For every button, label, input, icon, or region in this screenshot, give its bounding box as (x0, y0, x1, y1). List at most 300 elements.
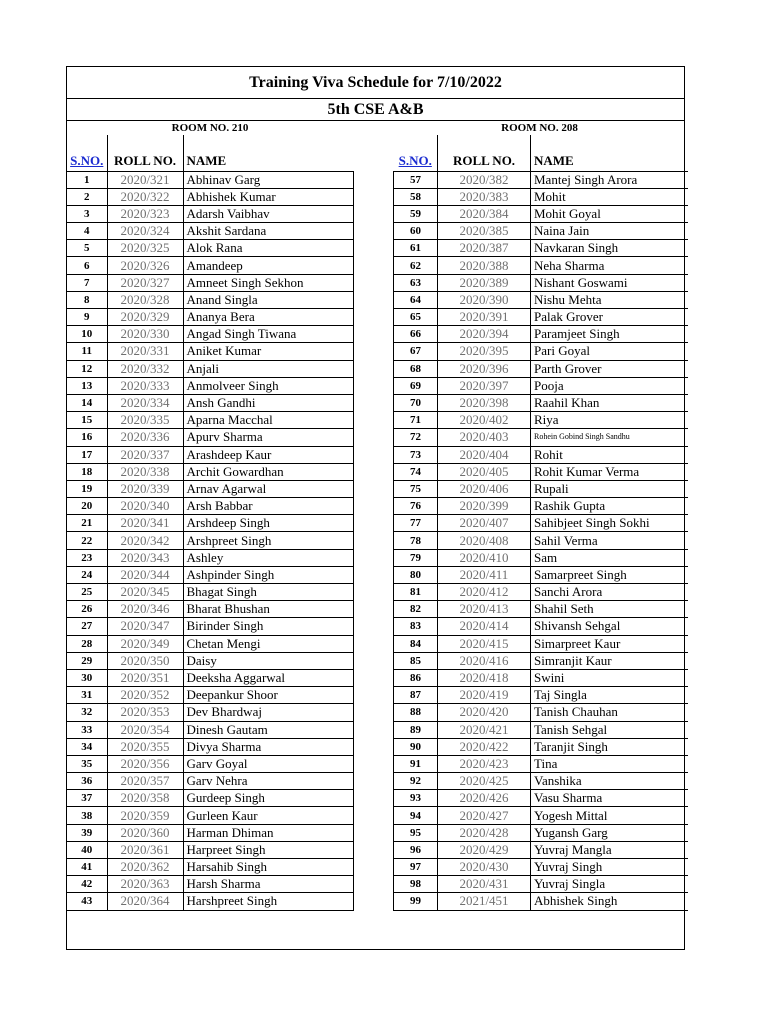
sno-cell: 12 (67, 360, 107, 377)
table-row (67, 291, 353, 308)
sno-cell: 9 (67, 309, 107, 326)
sno-cell: 70 (394, 394, 438, 411)
name-cell: Tina (531, 755, 688, 772)
roll-cell: 2020/428 (438, 824, 531, 841)
table-row (394, 463, 688, 480)
name-cell: Divya Sharma (183, 738, 353, 755)
document-subtitle: 5th CSE A&B (67, 99, 684, 121)
name-cell: Nishu Mehta (531, 291, 688, 308)
sno-cell: 24 (67, 566, 107, 583)
table-row (67, 687, 353, 704)
roll-cell: 2020/321 (107, 171, 183, 188)
sno-cell: 27 (67, 618, 107, 635)
table-row (394, 515, 688, 532)
sno-cell: 59 (394, 205, 438, 222)
roll-cell: 2020/382 (438, 171, 531, 188)
sno-cell: 23 (67, 549, 107, 566)
sno-cell: 74 (394, 463, 438, 480)
name-cell: Shivansh Sehgal (531, 618, 688, 635)
sno-cell: 4 (67, 223, 107, 240)
roll-cell: 2020/390 (438, 291, 531, 308)
name-cell: Paramjeet Singh (531, 326, 688, 343)
table-row (394, 618, 688, 635)
sno-cell: 87 (394, 687, 438, 704)
roll-cell: 2020/395 (438, 343, 531, 360)
name-cell: Neha Sharma (531, 257, 688, 274)
table-row (67, 755, 353, 772)
sno-cell: 67 (394, 343, 438, 360)
table-row (67, 566, 353, 583)
sno-cell: 31 (67, 687, 107, 704)
name-cell: Aniket Kumar (183, 343, 353, 360)
sno-cell: 26 (67, 601, 107, 618)
roll-cell: 2020/327 (107, 274, 183, 291)
table-row (394, 549, 688, 566)
roll-cell: 2020/350 (107, 652, 183, 669)
name-cell: Arnav Agarwal (183, 480, 353, 497)
roll-cell: 2020/353 (107, 704, 183, 721)
sno-cell: 35 (67, 755, 107, 772)
table-row (67, 515, 353, 532)
sno-cell: 81 (394, 584, 438, 601)
table-row (394, 480, 688, 497)
roll-cell: 2020/328 (107, 291, 183, 308)
table-row (394, 429, 688, 446)
name-header: NAME (531, 135, 688, 171)
sno-cell: 93 (394, 790, 438, 807)
roll-cell: 2020/331 (107, 343, 183, 360)
roll-cell: 2020/431 (438, 876, 531, 893)
sno-cell: 13 (67, 377, 107, 394)
sno-cell: 66 (394, 326, 438, 343)
sno-cell: 40 (67, 841, 107, 858)
table-row (394, 807, 688, 824)
sno-cell: 89 (394, 721, 438, 738)
roll-cell: 2021/451 (438, 893, 531, 910)
name-cell: Naina Jain (531, 223, 688, 240)
table-row (67, 326, 353, 343)
name-cell: Harsh Sharma (183, 876, 353, 893)
table-row (394, 601, 688, 618)
table-row (394, 291, 688, 308)
name-cell: Pooja (531, 377, 688, 394)
name-cell: Vanshika (531, 773, 688, 790)
name-cell: Palak Grover (531, 309, 688, 326)
table-row (67, 584, 353, 601)
roll-cell: 2020/332 (107, 360, 183, 377)
roll-cell: 2020/360 (107, 824, 183, 841)
sno-cell: 43 (67, 893, 107, 910)
table-row (394, 343, 688, 360)
name-cell: Tanish Chauhan (531, 704, 688, 721)
sno-cell: 62 (394, 257, 438, 274)
table-row (394, 687, 688, 704)
table-row (67, 343, 353, 360)
roll-cell: 2020/324 (107, 223, 183, 240)
name-cell: Archit Gowardhan (183, 463, 353, 480)
sno-cell: 68 (394, 360, 438, 377)
table-row (67, 807, 353, 824)
roll-cell: 2020/415 (438, 635, 531, 652)
table-header-row (67, 135, 353, 171)
sno-cell: 61 (394, 240, 438, 257)
table-row (394, 257, 688, 274)
sno-cell: 83 (394, 618, 438, 635)
name-cell: Mohit Goyal (531, 205, 688, 222)
roll-cell: 2020/406 (438, 480, 531, 497)
roll-cell: 2020/416 (438, 652, 531, 669)
roll-cell: 2020/384 (438, 205, 531, 222)
sno-cell: 75 (394, 480, 438, 497)
name-cell: Vasu Sharma (531, 790, 688, 807)
roll-cell: 2020/342 (107, 532, 183, 549)
table-row (394, 309, 688, 326)
name-cell: Yuvraj Mangla (531, 841, 688, 858)
table-row (394, 738, 688, 755)
sno-cell: 2 (67, 188, 107, 205)
table-row (67, 394, 353, 411)
table-row (394, 360, 688, 377)
table-row (394, 721, 688, 738)
table-row (67, 498, 353, 515)
sno-cell: 84 (394, 635, 438, 652)
table-row (394, 566, 688, 583)
name-cell: Yuvraj Singla (531, 876, 688, 893)
roll-cell: 2020/337 (107, 446, 183, 463)
roll-cell: 2020/430 (438, 859, 531, 876)
sno-cell: 99 (394, 893, 438, 910)
table-row (394, 326, 688, 343)
sno-cell: 34 (67, 738, 107, 755)
sno-cell: 32 (67, 704, 107, 721)
sno-cell: 65 (394, 309, 438, 326)
roll-header: ROLL NO. (107, 135, 183, 171)
table-row (67, 377, 353, 394)
roll-cell: 2020/359 (107, 807, 183, 824)
name-cell: Gurdeep Singh (183, 790, 353, 807)
name-cell: Harshpreet Singh (183, 893, 353, 910)
table-row (67, 549, 353, 566)
table-row (67, 205, 353, 222)
name-cell: Deepankur Shoor (183, 687, 353, 704)
roll-cell: 2020/423 (438, 755, 531, 772)
sno-cell: 86 (394, 669, 438, 686)
table-row (67, 532, 353, 549)
table-row (394, 532, 688, 549)
sno-cell: 39 (67, 824, 107, 841)
sno-cell: 11 (67, 343, 107, 360)
table-row (67, 704, 353, 721)
schedule-table-left (67, 135, 354, 911)
sno-cell: 28 (67, 635, 107, 652)
sno-cell: 17 (67, 446, 107, 463)
name-cell: Apurv Sharma (183, 429, 353, 446)
name-cell: Ashpinder Singh (183, 566, 353, 583)
name-cell: Ashley (183, 549, 353, 566)
sno-cell: 37 (67, 790, 107, 807)
table-row (67, 635, 353, 652)
sno-cell: 57 (394, 171, 438, 188)
roll-cell: 2020/329 (107, 309, 183, 326)
table-row (394, 394, 688, 411)
table-row (394, 240, 688, 257)
roll-cell: 2020/338 (107, 463, 183, 480)
roll-cell: 2020/426 (438, 790, 531, 807)
table-row (67, 841, 353, 858)
roll-cell: 2020/402 (438, 412, 531, 429)
name-cell: Tanish Sehgal (531, 721, 688, 738)
sno-cell: 19 (67, 480, 107, 497)
sno-cell: 3 (67, 205, 107, 222)
table-row (394, 635, 688, 652)
name-cell: Abhinav Garg (183, 171, 353, 188)
table-row (394, 755, 688, 772)
table-row (67, 721, 353, 738)
table-row (67, 601, 353, 618)
table-row (67, 618, 353, 635)
sno-cell: 91 (394, 755, 438, 772)
table-row (394, 773, 688, 790)
sno-header: S.NO. (398, 152, 432, 168)
sno-cell: 60 (394, 223, 438, 240)
name-cell: Yogesh Mittal (531, 807, 688, 824)
name-cell: Dev Bhardwaj (183, 704, 353, 721)
roll-cell: 2020/427 (438, 807, 531, 824)
table-row (67, 790, 353, 807)
name-cell: Shahil Seth (531, 601, 688, 618)
name-cell: Daisy (183, 652, 353, 669)
table-row (394, 841, 688, 858)
sno-cell: 22 (67, 532, 107, 549)
sno-cell: 1 (67, 171, 107, 188)
table-row (394, 584, 688, 601)
sno-cell: 72 (394, 429, 438, 446)
table-row (394, 790, 688, 807)
roll-cell: 2020/429 (438, 841, 531, 858)
roll-cell: 2020/388 (438, 257, 531, 274)
name-cell: Yugansh Garg (531, 824, 688, 841)
sno-header: S.NO. (70, 152, 104, 168)
sno-cell: 36 (67, 773, 107, 790)
sno-cell: 29 (67, 652, 107, 669)
name-cell: Swini (531, 669, 688, 686)
document-title: Training Viva Schedule for 7/10/2022 (67, 67, 684, 99)
name-cell: Birinder Singh (183, 618, 353, 635)
sno-cell: 7 (67, 274, 107, 291)
roll-cell: 2020/362 (107, 859, 183, 876)
roll-header: ROLL NO. (438, 135, 531, 171)
table-row (394, 188, 688, 205)
roll-cell: 2020/397 (438, 377, 531, 394)
table-row (394, 446, 688, 463)
sno-cell: 18 (67, 463, 107, 480)
sno-cell: 98 (394, 876, 438, 893)
table-row (67, 463, 353, 480)
sno-cell: 5 (67, 240, 107, 257)
name-cell: Sanchi Arora (531, 584, 688, 601)
roll-cell: 2020/340 (107, 498, 183, 515)
name-cell: Rohit Kumar Verma (531, 463, 688, 480)
name-cell: Arashdeep Kaur (183, 446, 353, 463)
roll-cell: 2020/410 (438, 549, 531, 566)
name-cell: Adarsh Vaibhav (183, 205, 353, 222)
table-row (394, 223, 688, 240)
name-cell: Sam (531, 549, 688, 566)
roll-cell: 2020/322 (107, 188, 183, 205)
table-row (394, 498, 688, 515)
roll-cell: 2020/334 (107, 394, 183, 411)
sno-cell: 58 (394, 188, 438, 205)
roll-cell: 2020/326 (107, 257, 183, 274)
table-row (67, 360, 353, 377)
roll-cell: 2020/421 (438, 721, 531, 738)
sno-cell: 6 (67, 257, 107, 274)
name-cell: Akshit Sardana (183, 223, 353, 240)
table-row (67, 480, 353, 497)
sno-cell: 16 (67, 429, 107, 446)
sno-cell: 92 (394, 773, 438, 790)
roll-cell: 2020/336 (107, 429, 183, 446)
table-row (394, 876, 688, 893)
roll-cell: 2020/418 (438, 669, 531, 686)
room-label-left: ROOM NO. 210 (171, 122, 249, 134)
roll-cell: 2020/346 (107, 601, 183, 618)
name-cell: Garv Goyal (183, 755, 353, 772)
table-row (67, 859, 353, 876)
name-cell: Navkaran Singh (531, 240, 688, 257)
name-cell: Amandeep (183, 257, 353, 274)
name-cell: Harpreet Singh (183, 841, 353, 858)
sno-cell: 85 (394, 652, 438, 669)
roll-cell: 2020/413 (438, 601, 531, 618)
name-cell: Anjali (183, 360, 353, 377)
name-cell: Anand Singla (183, 291, 353, 308)
table-row (394, 704, 688, 721)
name-cell: Simarpreet Kaur (531, 635, 688, 652)
roll-cell: 2020/391 (438, 309, 531, 326)
table-row (67, 824, 353, 841)
sno-cell: 76 (394, 498, 438, 515)
name-cell: Mantej Singh Arora (531, 171, 688, 188)
sno-cell: 95 (394, 824, 438, 841)
roll-cell: 2020/356 (107, 755, 183, 772)
name-cell: Mohit (531, 188, 688, 205)
roll-cell: 2020/347 (107, 618, 183, 635)
name-cell: Sahil Verma (531, 532, 688, 549)
sno-cell: 10 (67, 326, 107, 343)
table-row (67, 309, 353, 326)
name-cell: Ananya Bera (183, 309, 353, 326)
name-cell: Abhishek Singh (531, 893, 688, 910)
roll-cell: 2020/345 (107, 584, 183, 601)
sno-cell: 73 (394, 446, 438, 463)
table-row (67, 240, 353, 257)
roll-cell: 2020/385 (438, 223, 531, 240)
sno-cell: 63 (394, 274, 438, 291)
name-cell: Harman Dhiman (183, 824, 353, 841)
roll-cell: 2020/387 (438, 240, 531, 257)
roll-cell: 2020/363 (107, 876, 183, 893)
roll-cell: 2020/358 (107, 790, 183, 807)
name-cell: Chetan Mengi (183, 635, 353, 652)
schedule-sheet (66, 66, 685, 950)
sno-cell: 64 (394, 291, 438, 308)
roll-cell: 2020/398 (438, 394, 531, 411)
sno-cell: 96 (394, 841, 438, 858)
sno-cell: 78 (394, 532, 438, 549)
name-cell: Parth Grover (531, 360, 688, 377)
name-cell: Bharat Bhushan (183, 601, 353, 618)
sno-cell: 33 (67, 721, 107, 738)
sno-cell: 15 (67, 412, 107, 429)
sno-cell: 77 (394, 515, 438, 532)
roll-cell: 2020/394 (438, 326, 531, 343)
roll-cell: 2020/355 (107, 738, 183, 755)
name-cell: Yuvraj Singh (531, 859, 688, 876)
sno-cell: 25 (67, 584, 107, 601)
name-cell: Taj Singla (531, 687, 688, 704)
roll-cell: 2020/361 (107, 841, 183, 858)
roll-cell: 2020/344 (107, 566, 183, 583)
table-row (67, 893, 353, 910)
table-row (394, 171, 688, 188)
sno-cell: 38 (67, 807, 107, 824)
sno-cell: 97 (394, 859, 438, 876)
sno-cell: 71 (394, 412, 438, 429)
table-row (67, 257, 353, 274)
table-row (394, 205, 688, 222)
roll-cell: 2020/422 (438, 738, 531, 755)
table-row (394, 377, 688, 394)
sno-cell: 82 (394, 601, 438, 618)
table-header-row (394, 135, 688, 171)
table-row (67, 171, 353, 188)
table-row (67, 876, 353, 893)
sno-cell: 79 (394, 549, 438, 566)
name-cell: Gurleen Kaur (183, 807, 353, 824)
name-cell: Rashik Gupta (531, 498, 688, 515)
roll-cell: 2020/414 (438, 618, 531, 635)
name-cell: Harsahib Singh (183, 859, 353, 876)
table-row (67, 773, 353, 790)
sno-cell: 20 (67, 498, 107, 515)
sno-cell: 69 (394, 377, 438, 394)
roll-cell: 2020/341 (107, 515, 183, 532)
roll-cell: 2020/404 (438, 446, 531, 463)
sno-cell: 8 (67, 291, 107, 308)
table-row (67, 738, 353, 755)
roll-cell: 2020/383 (438, 188, 531, 205)
name-cell: Nishant Goswami (531, 274, 688, 291)
table-row (394, 669, 688, 686)
table-row (67, 188, 353, 205)
table-row (394, 652, 688, 669)
table-row (67, 652, 353, 669)
roll-cell: 2020/408 (438, 532, 531, 549)
table-row (394, 824, 688, 841)
sno-cell: 90 (394, 738, 438, 755)
name-cell: Raahil Khan (531, 394, 688, 411)
roll-cell: 2020/351 (107, 669, 183, 686)
roll-cell: 2020/405 (438, 463, 531, 480)
sno-cell: 41 (67, 859, 107, 876)
roll-cell: 2020/330 (107, 326, 183, 343)
sno-cell: 80 (394, 566, 438, 583)
schedule-table-right (393, 135, 688, 911)
table-row (394, 859, 688, 876)
roll-cell: 2020/420 (438, 704, 531, 721)
name-cell: Rohein Gobind Singh Sandhu (531, 429, 688, 446)
